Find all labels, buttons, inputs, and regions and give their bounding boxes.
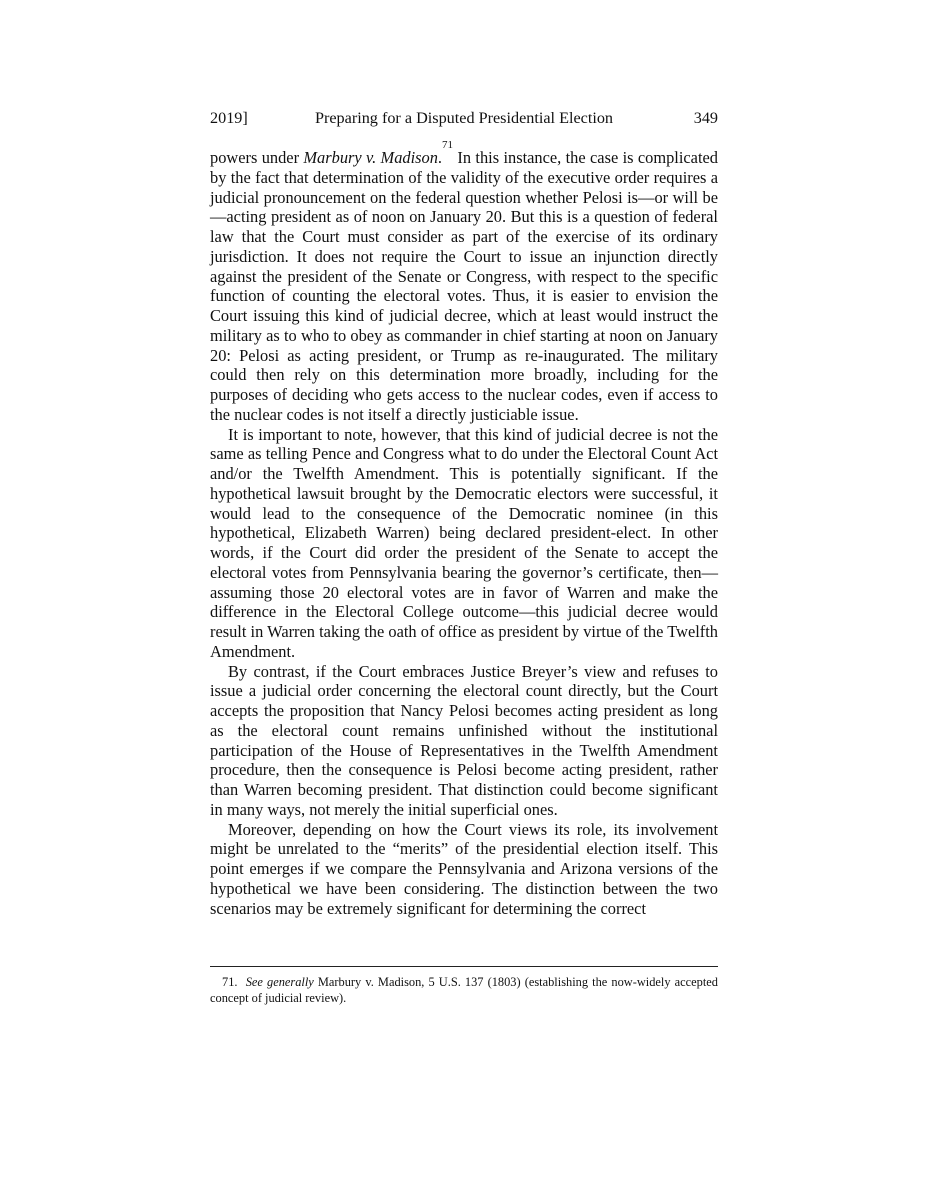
- paragraph-2: It is important to note, however, that this kind of judicial decree is not the same as telling Pence and Congress what to do under the Electoral Count Act and/or the Twelfth Amendment. This is potentially significant. If the hypothetical lawsuit brought by the Democratic electors were successful, it would lead to the consequence of the Democratic nominee (in this hypothetical, Elizabeth Warren) being declared president-elect. In other words, if the Court did order the president of the Senate to accept the electoral votes from Pennsylvania bearing the governor’s certificate, then—assuming those 20 electoral votes are in favor of Warren and make the difference in the Electoral College outcome—this judicial decree would result in Warren taking the oath of office as president by virtue of the Twelfth Amendment.: [210, 424, 718, 661]
- paragraph-3: By contrast, if the Court embraces Justice Breyer’s view and refuses to issue a judicial order concerning the electoral count directly, but the Court accepts the proposition that Nancy Pelosi becomes acting president as long as the electoral count remains unfinished without the institutional participation of the House of Representatives in the Twelfth Amendment procedure, then the consequence is Pelosi become acting president, rather than Warren becoming president. That distinction could become significant in many ways, not merely the initial superficial ones.: [210, 661, 718, 819]
- running-head: [210, 109, 718, 133]
- paragraph-1-lead: powers under: [210, 148, 304, 167]
- paragraph-1: [210, 139, 718, 425]
- page-number: 349: [693, 109, 718, 127]
- footnote-number: 71.: [222, 975, 238, 989]
- header-title: Preparing for a Disputed Presidential Election: [314, 109, 614, 127]
- body-text: [210, 139, 718, 918]
- footnote-71: [210, 975, 718, 1006]
- paragraph-4: Moreover, depending on how the Court views its role, its involvement might be unrelated to the “merits” of the presidential election itself. This point emerges if we compare the Pennsylvania and Arizona versions of the hypothetical we have been considering. The distinction between the two scenarios may be extremely significant for determining the correct: [210, 819, 718, 918]
- footnote-citation: Marbury v. Madison, 5 U.S. 137 (1803) (establishing the now-widely accepted concept of judicial review).: [210, 975, 718, 1005]
- case-name-marbury: Marbury v. Madison: [303, 148, 438, 167]
- footnote-divider: [210, 966, 718, 967]
- paragraph-1-period: .: [437, 148, 443, 167]
- paragraph-1-text: In this instance, the case is complicated by the fact that determination of the validity of the executive order requires a judicial pronouncement on the federal question whether Pelosi is—or will be—acting president as of noon on January 20. But this is a question of federal law that the Court must consider as part of the exercise of its ordinary jurisdiction. It does not require the Court to issue an injunction directly against the president of the Senate or Congress, with respect to the specific function of counting the electoral votes. Thus, it is easier to envision the Court issuing this kind of judicial decree, which at least would instruct the military as to who to obey as commander in chief starting at noon on January 20: Pelosi as acting president, or Trump as re-inaugurated. The military could then rely on this determination more broadly, including for the purposes of deciding who gets access to the nuclear codes, even if access to the nuclear codes is not itself a directly justiciable issue.: [210, 148, 718, 424]
- footnotes: [210, 975, 718, 1006]
- footnote-signal: See generally: [245, 975, 314, 989]
- footnote-ref-71[interactable]: 71: [442, 139, 454, 151]
- header-year: 2019]: [210, 109, 248, 127]
